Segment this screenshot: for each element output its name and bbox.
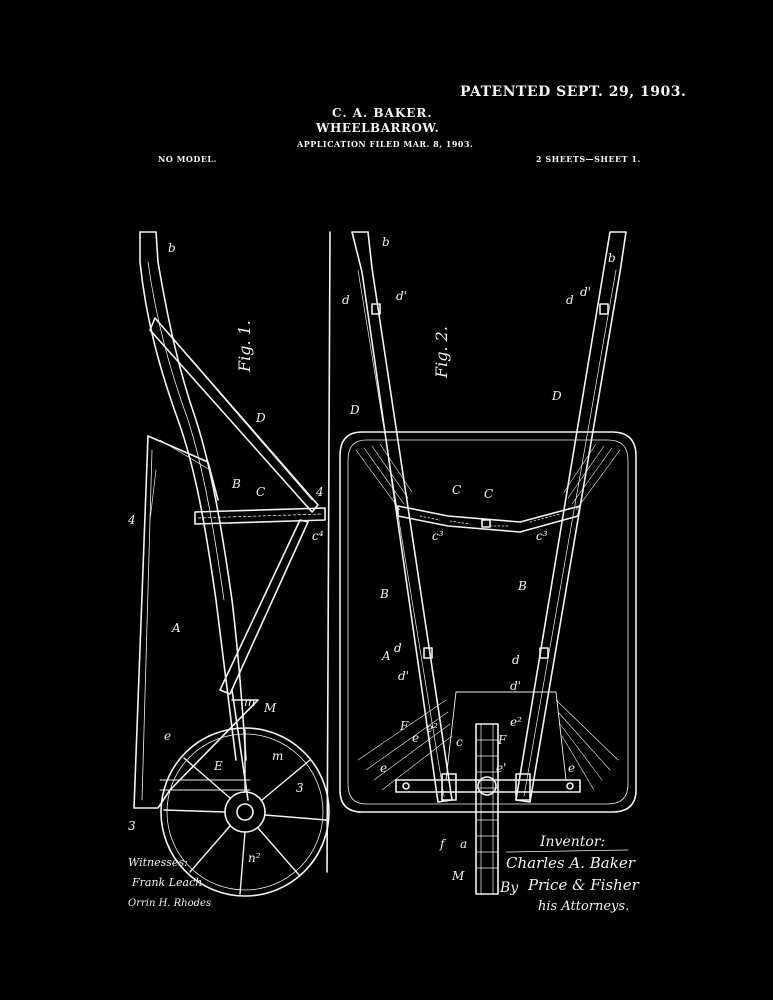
- witness-2-signature: Orrin H. Rhodes: [128, 898, 212, 909]
- svg-text:d': d': [398, 669, 409, 683]
- fig2-wheel-tread: [481, 724, 493, 894]
- svg-text:C: C: [452, 483, 462, 497]
- svg-text:B: B: [380, 587, 389, 601]
- inventor-signature: Charles A. Baker: [506, 854, 635, 872]
- fig2-cross-c: [398, 506, 580, 532]
- svg-text:d: d: [394, 641, 402, 655]
- svg-text:D: D: [350, 403, 360, 417]
- fig2-cross-clamp: [482, 520, 490, 527]
- svg-text:F: F: [498, 733, 507, 747]
- svg-text:F: F: [400, 719, 409, 733]
- fig1-label: Fig. 1.: [235, 320, 254, 372]
- fig2-reference-letters: [342, 235, 616, 883]
- svg-text:d: d: [566, 293, 574, 307]
- inventor-line: [506, 850, 628, 852]
- svg-text:e²: e²: [510, 715, 522, 729]
- witnesses-label: Witnesses:: [128, 856, 188, 869]
- svg-text:a: a: [460, 837, 468, 851]
- svg-text:A: A: [172, 621, 181, 635]
- svg-text:n²: n²: [248, 851, 261, 865]
- svg-text:3: 3: [128, 819, 136, 833]
- fig2-wheel-ticks: [476, 740, 498, 868]
- svg-text:e²: e²: [426, 721, 438, 735]
- svg-text:c³: c³: [536, 529, 548, 543]
- inventor-label: Inventor:: [540, 834, 606, 850]
- no-model-note: NO MODEL.: [158, 154, 217, 164]
- svg-text:d: d: [342, 293, 350, 307]
- svg-text:d': d': [510, 679, 521, 693]
- svg-text:D: D: [552, 389, 562, 403]
- svg-text:d': d': [580, 285, 591, 299]
- fig2-top-view: [340, 232, 636, 894]
- inventor-heading: C. A. BAKER.: [332, 106, 433, 120]
- svg-text:b: b: [168, 241, 176, 255]
- fig2-axle-bolt-l: [403, 783, 409, 789]
- svg-text:e: e: [164, 729, 172, 743]
- fig2-axle-bar: [396, 780, 580, 792]
- fig2-right-handle: [516, 232, 626, 802]
- svg-text:e: e: [412, 731, 420, 745]
- sheet-count: 2 SHEETS—SHEET 1.: [536, 154, 641, 164]
- by-label: By: [500, 880, 519, 896]
- attorney-signature: Price & Fisher: [528, 876, 639, 894]
- svg-text:C: C: [484, 487, 494, 501]
- svg-text:M: M: [452, 869, 465, 883]
- svg-text:4: 4: [316, 485, 324, 499]
- svg-text:e: e: [568, 761, 576, 775]
- svg-text:m: m: [272, 749, 284, 763]
- svg-text:4: 4: [128, 513, 136, 527]
- svg-text:B: B: [232, 477, 241, 491]
- svg-text:c⁴: c⁴: [312, 529, 324, 543]
- svg-text:d': d': [396, 289, 407, 303]
- fig1-tray-outline: [134, 436, 258, 808]
- svg-text:c³: c³: [432, 529, 444, 543]
- svg-text:b: b: [608, 251, 616, 265]
- svg-text:f: f: [440, 837, 445, 851]
- svg-text:b: b: [382, 235, 390, 249]
- svg-text:m: m: [244, 695, 256, 709]
- fig1-handle-inner: [140, 232, 236, 760]
- fig1-handle-shade: [148, 262, 224, 600]
- svg-text:d: d: [512, 653, 520, 667]
- svg-text:A: A: [382, 649, 391, 663]
- svg-text:3: 3: [296, 781, 304, 795]
- fig2-label: Fig. 2.: [432, 326, 451, 378]
- fig2-wheel: [476, 724, 498, 894]
- svg-text:B: B: [518, 579, 527, 593]
- svg-text:E: E: [214, 759, 223, 773]
- fig1-tray-rim: [142, 450, 152, 800]
- svg-text:M: M: [264, 701, 277, 715]
- witness-1-signature: Frank Leach: [132, 876, 203, 889]
- attorneys-label: his Attorneys.: [538, 899, 630, 914]
- fig1-wheel-hub: [225, 792, 265, 832]
- svg-text:e': e': [496, 761, 507, 775]
- application-filed: APPLICATION FILED MAR. 8, 1903.: [297, 139, 474, 149]
- fig1-wheel-spokes: [164, 730, 326, 894]
- svg-text:C: C: [256, 485, 266, 499]
- svg-text:c: c: [456, 735, 463, 749]
- divider-line: [327, 232, 330, 872]
- svg-text:e: e: [380, 761, 388, 775]
- patent-title: WHEELBARROW.: [316, 121, 440, 135]
- patent-date: PATENTED SEPT. 29, 1903.: [460, 84, 687, 100]
- fig1-cross-hatch: [198, 514, 322, 518]
- fig1-tray-top: [148, 436, 218, 500]
- fig1-side-view: [134, 232, 330, 896]
- fig1-handle-outer: [140, 232, 246, 760]
- fig2-clamp-tr: [600, 304, 608, 314]
- fig2-axle-bolt-r: [567, 783, 573, 789]
- svg-text:D: D: [256, 411, 266, 425]
- fig1-wheel-axle: [237, 804, 253, 820]
